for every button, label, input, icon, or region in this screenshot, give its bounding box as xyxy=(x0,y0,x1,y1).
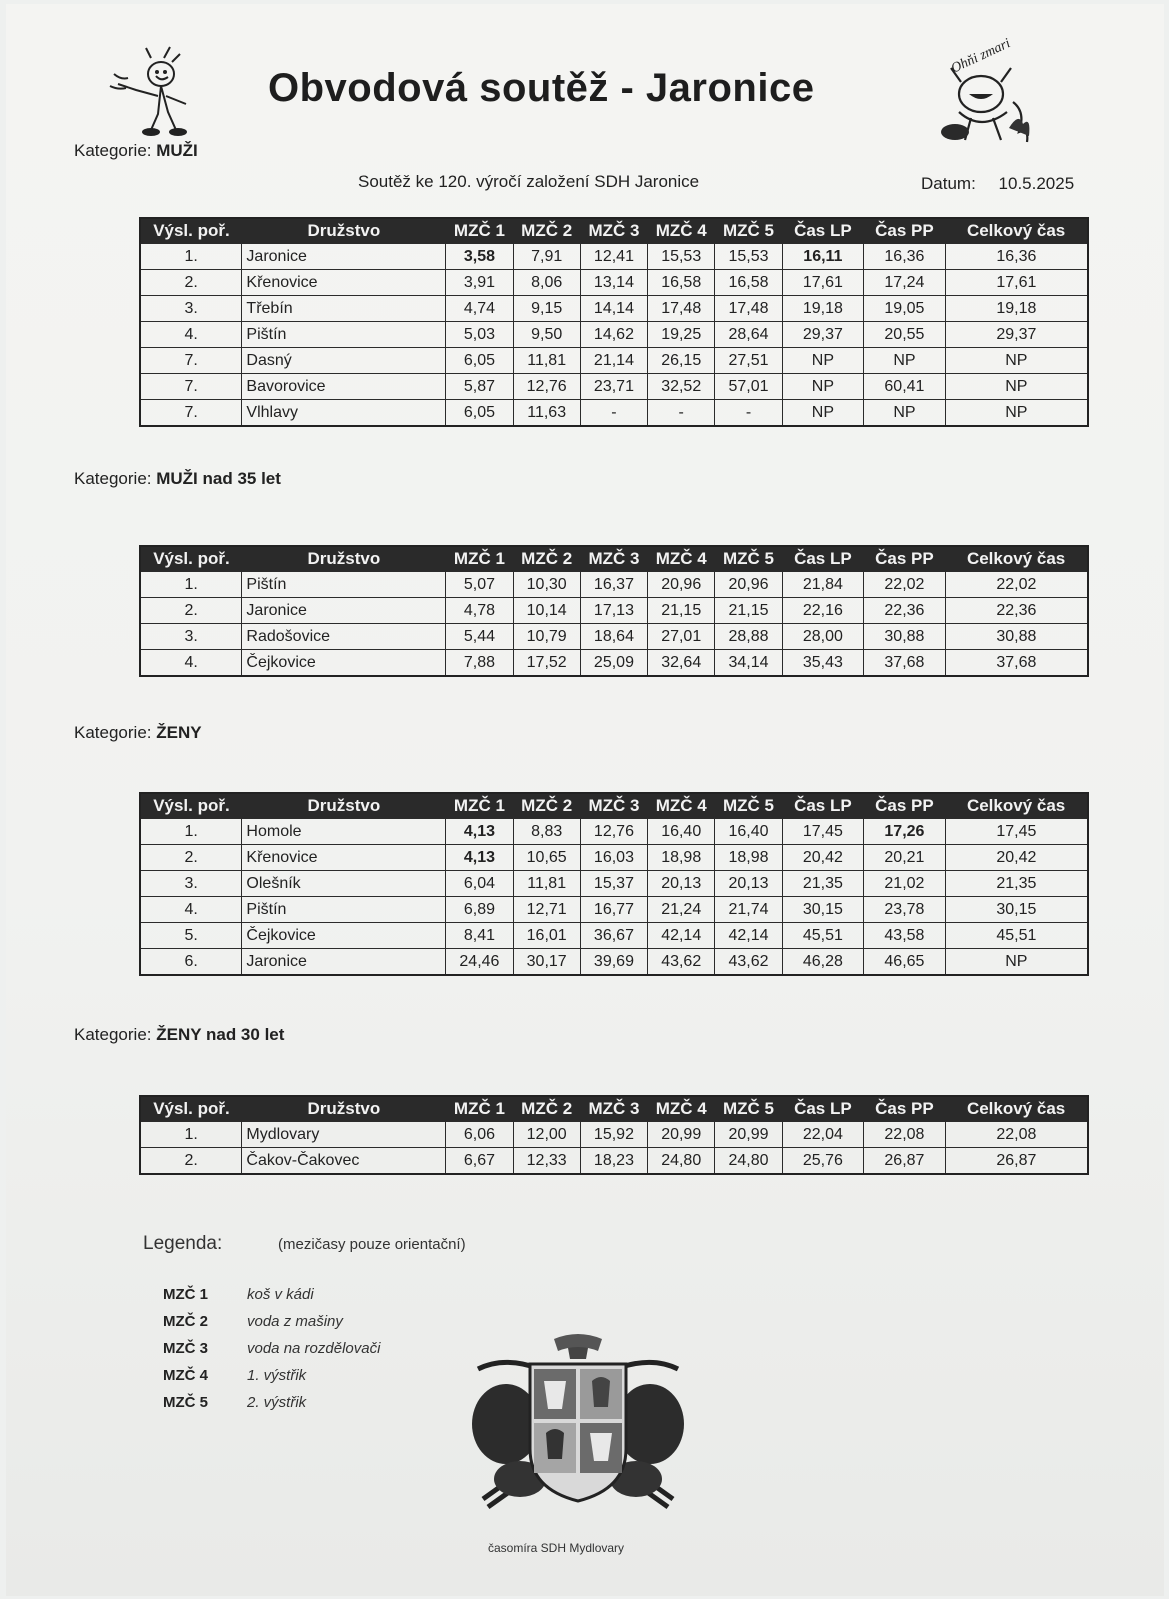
rank-cell: 6. xyxy=(140,949,242,976)
time-cell: 16,40 xyxy=(715,819,782,845)
time-cell: 17,48 xyxy=(648,296,715,322)
time-cell: 32,64 xyxy=(648,650,715,677)
table-row xyxy=(140,244,1088,270)
column-header: MZČ 5 xyxy=(715,546,782,572)
column-header: Celkový čas xyxy=(945,218,1088,244)
time-cell: 43,58 xyxy=(864,923,946,949)
time-cell: 39,69 xyxy=(580,949,647,976)
time-cell: 19,05 xyxy=(864,296,946,322)
time-cell: 22,02 xyxy=(864,572,946,598)
time-cell: 17,45 xyxy=(945,819,1088,845)
results-table-zeny-30 xyxy=(139,1095,1089,1175)
time-cell: 21,35 xyxy=(782,871,864,897)
table-header-row xyxy=(140,793,1088,819)
time-cell: 37,68 xyxy=(945,650,1088,677)
time-cell: 57,01 xyxy=(715,374,782,400)
time-cell: 15,92 xyxy=(580,1122,647,1148)
column-header: Výsl. poř. xyxy=(140,546,242,572)
time-cell: 20,96 xyxy=(715,572,782,598)
time-cell: 26,87 xyxy=(945,1148,1088,1175)
time-cell: 11,81 xyxy=(513,871,580,897)
time-cell: NP xyxy=(945,400,1088,427)
time-cell: 20,13 xyxy=(715,871,782,897)
category-heading-muzi-35 xyxy=(74,469,281,489)
column-header: Celkový čas xyxy=(945,1096,1088,1122)
column-header: MZČ 3 xyxy=(580,793,647,819)
column-header: Čas LP xyxy=(782,793,864,819)
time-cell: 21,24 xyxy=(648,897,715,923)
time-cell: 18,23 xyxy=(580,1148,647,1175)
time-cell: 22,02 xyxy=(945,572,1088,598)
category-heading-zeny-30 xyxy=(74,1025,284,1045)
team-cell: Pištín xyxy=(242,572,446,598)
column-header: Celkový čas xyxy=(945,793,1088,819)
column-header: Čas LP xyxy=(782,218,864,244)
legend-desc: koš v kádi xyxy=(247,1286,314,1303)
time-cell: 17,61 xyxy=(945,270,1088,296)
category-label: Kategorie: xyxy=(74,1025,152,1044)
firefighter-cartoon-icon xyxy=(106,44,206,139)
time-cell: NP xyxy=(782,374,864,400)
category-heading-zeny xyxy=(74,723,202,743)
time-cell: 6,05 xyxy=(446,348,513,374)
date-value: 10.5.2025 xyxy=(998,174,1075,193)
column-header: MZČ 2 xyxy=(513,546,580,572)
table-row xyxy=(140,845,1088,871)
legend-desc: 2. výstřik xyxy=(247,1394,307,1411)
time-cell: 9,50 xyxy=(513,322,580,348)
time-cell: 16,03 xyxy=(580,845,647,871)
column-header: MZČ 3 xyxy=(580,218,647,244)
team-cell: Jaronice xyxy=(242,244,446,270)
results-sheet xyxy=(6,4,1164,1596)
time-cell: 12,71 xyxy=(513,897,580,923)
time-cell: 4,78 xyxy=(446,598,513,624)
date xyxy=(921,174,1074,194)
category-label: Kategorie: xyxy=(74,723,152,742)
time-cell: 30,88 xyxy=(945,624,1088,650)
table-header-row xyxy=(140,1096,1088,1122)
legend-note: (mezičasy pouze orientační) xyxy=(278,1236,466,1253)
column-header: Čas LP xyxy=(782,546,864,572)
column-header: Čas LP xyxy=(782,1096,864,1122)
time-cell: 16,77 xyxy=(580,897,647,923)
time-cell: NP xyxy=(945,949,1088,976)
table-row xyxy=(140,897,1088,923)
time-cell: 11,81 xyxy=(513,348,580,374)
time-cell: 16,36 xyxy=(864,244,946,270)
rank-cell: 5. xyxy=(140,923,242,949)
time-cell: 30,15 xyxy=(945,897,1088,923)
rank-cell: 4. xyxy=(140,650,242,677)
team-cell: Křenovice xyxy=(242,270,446,296)
time-cell: 3,58 xyxy=(446,244,513,270)
right-logo-text: Ohňi zmari xyxy=(948,36,1013,77)
team-cell: Pištín xyxy=(242,897,446,923)
time-cell: NP xyxy=(782,400,864,427)
time-cell: 23,71 xyxy=(580,374,647,400)
time-cell: 25,09 xyxy=(580,650,647,677)
time-cell: 21,74 xyxy=(715,897,782,923)
time-cell: 9,15 xyxy=(513,296,580,322)
time-cell: 20,55 xyxy=(864,322,946,348)
time-cell: 12,41 xyxy=(580,244,647,270)
time-cell: 20,13 xyxy=(648,871,715,897)
column-header: MZČ 5 xyxy=(715,218,782,244)
time-cell: 4,13 xyxy=(446,845,513,871)
time-cell: 5,87 xyxy=(446,374,513,400)
time-cell: 27,51 xyxy=(715,348,782,374)
time-cell: NP xyxy=(945,374,1088,400)
time-cell: 22,04 xyxy=(782,1122,864,1148)
column-header: Družstvo xyxy=(242,1096,446,1122)
category-label: Kategorie: xyxy=(74,469,152,488)
time-cell: 30,88 xyxy=(864,624,946,650)
footer-note: časomíra SDH Mydlovary xyxy=(488,1541,625,1555)
column-header: MZČ 1 xyxy=(446,218,513,244)
time-cell: 22,36 xyxy=(864,598,946,624)
rank-cell: 1. xyxy=(140,572,242,598)
time-cell: 10,65 xyxy=(513,845,580,871)
rank-cell: 4. xyxy=(140,897,242,923)
team-cell: Radošovice xyxy=(242,624,446,650)
time-cell: 6,05 xyxy=(446,400,513,427)
column-header: Čas PP xyxy=(864,1096,946,1122)
time-cell: 13,14 xyxy=(580,270,647,296)
time-cell: NP xyxy=(864,400,946,427)
legend-code: MZČ 1 xyxy=(163,1286,208,1303)
time-cell: 6,89 xyxy=(446,897,513,923)
legend-desc: voda z mašiny xyxy=(247,1313,343,1330)
legend-desc: voda na rozdělovači xyxy=(247,1340,381,1357)
time-cell: 17,26 xyxy=(864,819,946,845)
time-cell: 17,52 xyxy=(513,650,580,677)
time-cell: 18,98 xyxy=(648,845,715,871)
time-cell: 17,13 xyxy=(580,598,647,624)
column-header: MZČ 3 xyxy=(580,1096,647,1122)
column-header: MZČ 1 xyxy=(446,546,513,572)
category-name: ŽENY nad 30 let xyxy=(156,1025,285,1044)
time-cell: 20,42 xyxy=(782,845,864,871)
time-cell: 15,53 xyxy=(715,244,782,270)
time-cell: 37,68 xyxy=(864,650,946,677)
column-header: Výsl. poř. xyxy=(140,218,242,244)
time-cell: 19,25 xyxy=(648,322,715,348)
time-cell: 10,14 xyxy=(513,598,580,624)
column-header: MZČ 3 xyxy=(580,546,647,572)
time-cell: 22,16 xyxy=(782,598,864,624)
time-cell: 12,33 xyxy=(513,1148,580,1175)
rank-cell: 1. xyxy=(140,819,242,845)
column-header: Družstvo xyxy=(242,546,446,572)
time-cell: NP xyxy=(782,348,864,374)
legend-item xyxy=(163,1308,380,1335)
column-header: MZČ 4 xyxy=(648,218,715,244)
time-cell: 12,00 xyxy=(513,1122,580,1148)
time-cell: 27,01 xyxy=(648,624,715,650)
category-heading-muzi xyxy=(74,141,198,161)
table-row xyxy=(140,270,1088,296)
legend-code: MZČ 3 xyxy=(163,1340,208,1357)
table-row xyxy=(140,374,1088,400)
time-cell: 32,52 xyxy=(648,374,715,400)
table-row xyxy=(140,624,1088,650)
table-header-row xyxy=(140,218,1088,244)
column-header: Čas PP xyxy=(864,218,946,244)
time-cell: 7,91 xyxy=(513,244,580,270)
table-row xyxy=(140,322,1088,348)
column-header: MZČ 4 xyxy=(648,546,715,572)
table-row xyxy=(140,598,1088,624)
time-cell: 43,62 xyxy=(648,949,715,976)
time-cell: 45,51 xyxy=(945,923,1088,949)
time-cell: 42,14 xyxy=(648,923,715,949)
rank-cell: 2. xyxy=(140,845,242,871)
team-cell: Dasný xyxy=(242,348,446,374)
time-cell: 18,98 xyxy=(715,845,782,871)
time-cell: 30,15 xyxy=(782,897,864,923)
rank-cell: 7. xyxy=(140,348,242,374)
team-cell: Čejkovice xyxy=(242,923,446,949)
time-cell: 15,37 xyxy=(580,871,647,897)
legend-list xyxy=(163,1281,380,1416)
time-cell: 8,83 xyxy=(513,819,580,845)
time-cell: 4,74 xyxy=(446,296,513,322)
time-cell: NP xyxy=(864,348,946,374)
team-cell: Olešník xyxy=(242,871,446,897)
results-table-muzi xyxy=(139,217,1089,427)
time-cell: 14,14 xyxy=(580,296,647,322)
column-header: MZČ 1 xyxy=(446,793,513,819)
time-cell: 16,37 xyxy=(580,572,647,598)
time-cell: 20,99 xyxy=(715,1122,782,1148)
rank-cell: 7. xyxy=(140,374,242,400)
table-row xyxy=(140,871,1088,897)
time-cell: 46,28 xyxy=(782,949,864,976)
time-cell: 15,53 xyxy=(648,244,715,270)
time-cell: 26,87 xyxy=(864,1148,946,1175)
time-cell: 16,36 xyxy=(945,244,1088,270)
time-cell: 20,99 xyxy=(648,1122,715,1148)
time-cell: 16,11 xyxy=(782,244,864,270)
rank-cell: 3. xyxy=(140,624,242,650)
table-row xyxy=(140,819,1088,845)
column-header: MZČ 4 xyxy=(648,1096,715,1122)
time-cell: 17,61 xyxy=(782,270,864,296)
time-cell: - xyxy=(648,400,715,427)
time-cell: 4,13 xyxy=(446,819,513,845)
column-header: MZČ 5 xyxy=(715,1096,782,1122)
rank-cell: 2. xyxy=(140,1148,242,1175)
time-cell: 20,42 xyxy=(945,845,1088,871)
time-cell: 45,51 xyxy=(782,923,864,949)
table-row xyxy=(140,296,1088,322)
time-cell: 17,45 xyxy=(782,819,864,845)
legend-item xyxy=(163,1281,380,1308)
table-row xyxy=(140,650,1088,677)
time-cell: 23,78 xyxy=(864,897,946,923)
time-cell: 30,17 xyxy=(513,949,580,976)
column-header: Čas PP xyxy=(864,793,946,819)
time-cell: - xyxy=(580,400,647,427)
legend-title: Legenda: xyxy=(143,1233,223,1254)
fire-devil-cartoon-icon xyxy=(931,32,1036,150)
column-header: Družstvo xyxy=(242,793,446,819)
time-cell: 42,14 xyxy=(715,923,782,949)
time-cell: 19,18 xyxy=(945,296,1088,322)
column-header: MZČ 1 xyxy=(446,1096,513,1122)
time-cell: 12,76 xyxy=(580,819,647,845)
time-cell: 43,62 xyxy=(715,949,782,976)
column-header: MZČ 2 xyxy=(513,793,580,819)
team-cell: Homole xyxy=(242,819,446,845)
rank-cell: 7. xyxy=(140,400,242,427)
rank-cell: 3. xyxy=(140,296,242,322)
legend-code: MZČ 2 xyxy=(163,1313,208,1330)
time-cell: 24,80 xyxy=(715,1148,782,1175)
team-cell: Čakov-Čakovec xyxy=(242,1148,446,1175)
time-cell: 11,63 xyxy=(513,400,580,427)
time-cell: 21,15 xyxy=(715,598,782,624)
time-cell: 21,14 xyxy=(580,348,647,374)
legend-desc: 1. výstřik xyxy=(247,1367,307,1384)
column-header: Výsl. poř. xyxy=(140,1096,242,1122)
time-cell: 20,96 xyxy=(648,572,715,598)
time-cell: 22,08 xyxy=(945,1122,1088,1148)
time-cell: 16,40 xyxy=(648,819,715,845)
team-cell: Třebín xyxy=(242,296,446,322)
time-cell: 19,18 xyxy=(782,296,864,322)
time-cell: 21,35 xyxy=(945,871,1088,897)
time-cell: 12,76 xyxy=(513,374,580,400)
category-name: ŽENY xyxy=(156,723,202,742)
legend-item xyxy=(163,1389,380,1416)
time-cell: 16,58 xyxy=(648,270,715,296)
time-cell: 5,07 xyxy=(446,572,513,598)
time-cell: 21,15 xyxy=(648,598,715,624)
team-cell: Křenovice xyxy=(242,845,446,871)
time-cell: 46,65 xyxy=(864,949,946,976)
legend-item xyxy=(163,1335,380,1362)
table-row xyxy=(140,1122,1088,1148)
team-cell: Mydlovary xyxy=(242,1122,446,1148)
time-cell: 25,76 xyxy=(782,1148,864,1175)
column-header: Výsl. poř. xyxy=(140,793,242,819)
time-cell: 16,01 xyxy=(513,923,580,949)
time-cell: 60,41 xyxy=(864,374,946,400)
time-cell: 24,80 xyxy=(648,1148,715,1175)
table-row xyxy=(140,572,1088,598)
time-cell: 36,67 xyxy=(580,923,647,949)
category-name: MUŽI nad 35 let xyxy=(156,469,281,488)
category-name: MUŽI xyxy=(156,141,198,160)
time-cell: 5,44 xyxy=(446,624,513,650)
time-cell: 6,67 xyxy=(446,1148,513,1175)
date-label: Datum: xyxy=(921,174,976,193)
time-cell: 26,15 xyxy=(648,348,715,374)
table-row xyxy=(140,1148,1088,1175)
time-cell: 5,03 xyxy=(446,322,513,348)
rank-cell: 2. xyxy=(140,270,242,296)
rank-cell: 2. xyxy=(140,598,242,624)
time-cell: 22,08 xyxy=(864,1122,946,1148)
time-cell: 28,64 xyxy=(715,322,782,348)
column-header: MZČ 2 xyxy=(513,1096,580,1122)
column-header: Celkový čas xyxy=(945,546,1088,572)
team-cell: Vlhlavy xyxy=(242,400,446,427)
time-cell: 16,58 xyxy=(715,270,782,296)
team-cell: Pištín xyxy=(242,322,446,348)
rank-cell: 1. xyxy=(140,1122,242,1148)
time-cell: NP xyxy=(945,348,1088,374)
legend-code: MZČ 5 xyxy=(163,1394,208,1411)
time-cell: 22,36 xyxy=(945,598,1088,624)
time-cell: 20,21 xyxy=(864,845,946,871)
results-table-muzi-35 xyxy=(139,545,1089,677)
time-cell: 10,79 xyxy=(513,624,580,650)
time-cell: 14,62 xyxy=(580,322,647,348)
time-cell: 29,37 xyxy=(782,322,864,348)
time-cell: 6,06 xyxy=(446,1122,513,1148)
time-cell: 18,64 xyxy=(580,624,647,650)
time-cell: 17,48 xyxy=(715,296,782,322)
team-cell: Čejkovice xyxy=(242,650,446,677)
time-cell: 17,24 xyxy=(864,270,946,296)
time-cell: 6,04 xyxy=(446,871,513,897)
time-cell: - xyxy=(715,400,782,427)
table-row xyxy=(140,923,1088,949)
column-header: Družstvo xyxy=(242,218,446,244)
time-cell: 34,14 xyxy=(715,650,782,677)
page-title: Obvodová soutěž - Jaronice xyxy=(268,66,815,110)
rank-cell: 3. xyxy=(140,871,242,897)
page-subtitle: Soutěž ke 120. výročí založení SDH Jaronice xyxy=(358,172,700,191)
time-cell: 8,41 xyxy=(446,923,513,949)
rank-cell: 1. xyxy=(140,244,242,270)
legend-code: MZČ 4 xyxy=(163,1367,208,1384)
legend-item xyxy=(163,1362,380,1389)
time-cell: 28,88 xyxy=(715,624,782,650)
time-cell: 3,91 xyxy=(446,270,513,296)
category-label: Kategorie: xyxy=(74,141,152,160)
column-header: MZČ 2 xyxy=(513,218,580,244)
time-cell: 21,02 xyxy=(864,871,946,897)
firefighter-emblem-icon xyxy=(458,1329,698,1519)
team-cell: Bavorovice xyxy=(242,374,446,400)
time-cell: 28,00 xyxy=(782,624,864,650)
table-row xyxy=(140,348,1088,374)
table-row xyxy=(140,949,1088,976)
time-cell: 7,88 xyxy=(446,650,513,677)
time-cell: 10,30 xyxy=(513,572,580,598)
team-cell: Jaronice xyxy=(242,949,446,976)
column-header: MZČ 4 xyxy=(648,793,715,819)
rank-cell: 4. xyxy=(140,322,242,348)
time-cell: 35,43 xyxy=(782,650,864,677)
time-cell: 8,06 xyxy=(513,270,580,296)
time-cell: 24,46 xyxy=(446,949,513,976)
time-cell: 21,84 xyxy=(782,572,864,598)
column-header: Čas PP xyxy=(864,546,946,572)
table-header-row xyxy=(140,546,1088,572)
time-cell: 29,37 xyxy=(945,322,1088,348)
team-cell: Jaronice xyxy=(242,598,446,624)
column-header: MZČ 5 xyxy=(715,793,782,819)
table-row xyxy=(140,400,1088,427)
results-table-zeny xyxy=(139,792,1089,976)
